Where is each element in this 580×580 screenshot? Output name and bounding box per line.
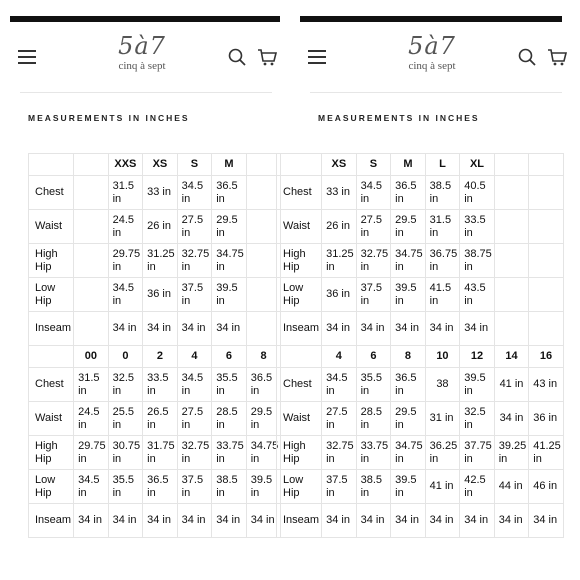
table-cell: 34 in (494, 402, 529, 436)
table-row (277, 176, 564, 210)
table-cell: 34 in (529, 504, 564, 538)
table-cell: 34.5 in (356, 176, 391, 210)
logo-mark: 5à7 (118, 32, 166, 60)
search-icon[interactable] (228, 48, 246, 66)
row-label: Waist (29, 210, 74, 244)
header-divider (310, 92, 562, 93)
table-row (29, 278, 281, 312)
table-cell: 34 in (74, 504, 109, 538)
empty-cell (529, 154, 564, 176)
empty-cell (74, 176, 109, 210)
table-row (29, 312, 281, 346)
table-cell: 34 in (391, 312, 426, 346)
table-cell: 34.5 in (322, 368, 357, 402)
table-cell: 38.5 in (212, 470, 247, 504)
table-cell: 33 in (143, 176, 178, 210)
row-label: Inseam (29, 504, 74, 538)
table-row (29, 210, 281, 244)
table-row (29, 436, 281, 470)
table-row (29, 402, 281, 436)
empty-cell (529, 278, 564, 312)
table-cell: 24.5 in (74, 402, 109, 436)
table-cell: 29.5 in (212, 210, 247, 244)
table-cell: 26 in (322, 210, 357, 244)
row-label: Waist (277, 210, 322, 244)
table-cell: 27.5 in (177, 402, 212, 436)
table-cell: 32.75 in (177, 436, 212, 470)
table-cell: 34 in (108, 504, 143, 538)
table-row (29, 504, 281, 538)
letter-size-header-row (29, 154, 281, 176)
empty-cell (494, 244, 529, 278)
table-cell: 31.25 in (322, 244, 357, 278)
size-header: 10 (425, 346, 460, 368)
table-row (29, 244, 281, 278)
empty-cell (74, 278, 109, 312)
size-header: XS (143, 154, 178, 176)
logo-mark: 5à7 (408, 32, 456, 60)
size-header: 8 (246, 346, 281, 368)
table-cell: 34.75 in (391, 436, 426, 470)
table-cell: 38.5 in (425, 176, 460, 210)
empty-cell (74, 154, 109, 176)
row-label: Inseam (277, 504, 322, 538)
table-cell: 37.5 in (177, 470, 212, 504)
table-cell: 34 in (212, 312, 247, 346)
row-label: High Hip (29, 244, 74, 278)
table-cell: 34.5 in (74, 470, 109, 504)
empty-cell (29, 346, 74, 368)
table-row (29, 176, 281, 210)
table-cell: 37.5 in (322, 470, 357, 504)
brand-logo[interactable] (96, 34, 188, 73)
table-cell: 34 in (356, 504, 391, 538)
table-cell: 37.5 in (177, 278, 212, 312)
table-cell: 34 in (108, 312, 143, 346)
table-cell: 34 in (494, 504, 529, 538)
brand-logo[interactable] (386, 34, 478, 73)
table-cell: 27.5 in (356, 210, 391, 244)
size-header: 4 (177, 346, 212, 368)
number-size-header-row (29, 346, 281, 368)
row-label: Waist (29, 402, 74, 436)
row-label: Low Hip (277, 470, 322, 504)
table-cell: 41 in (425, 470, 460, 504)
table-row (29, 470, 281, 504)
table-cell: 39.5 in (246, 470, 281, 504)
row-label: Inseam (29, 312, 74, 346)
section-title: MEASUREMENTS IN INCHES (318, 113, 480, 123)
empty-cell (74, 312, 109, 346)
table-cell: 37.5 in (356, 278, 391, 312)
table-cell: 44 in (494, 470, 529, 504)
size-header: XXS (108, 154, 143, 176)
row-label: High Hip (29, 436, 74, 470)
table-cell: 40.5 in (460, 176, 495, 210)
table-cell: 26.5 in (143, 402, 178, 436)
table-cell: 34.75 in (246, 436, 281, 470)
table-cell: 34 in (425, 504, 460, 538)
size-header: 6 (212, 346, 247, 368)
table-cell: 29.5 in (246, 402, 281, 436)
table-cell: 36.5 in (212, 176, 247, 210)
row-label: Waist (277, 402, 322, 436)
row-label: Low Hip (277, 278, 322, 312)
empty-cell (494, 176, 529, 210)
table-cell: 41.25 in (529, 436, 564, 470)
table-cell: 36.5 in (391, 368, 426, 402)
table-cell: 29.75 in (108, 244, 143, 278)
letter-size-header-row (277, 154, 564, 176)
empty-cell (494, 312, 529, 346)
table-cell: 33 in (322, 176, 357, 210)
table-cell: 34 in (425, 312, 460, 346)
table-cell: 31.5 in (74, 368, 109, 402)
table-cell: 26 in (143, 210, 178, 244)
size-header: 2 (143, 346, 178, 368)
table-row (29, 368, 281, 402)
size-header: M (391, 154, 426, 176)
table-cell: 34.5 in (177, 176, 212, 210)
table-row (277, 278, 564, 312)
header-divider (20, 92, 272, 93)
table-cell: 36.5 in (391, 176, 426, 210)
table-cell: 35.5 in (108, 470, 143, 504)
table-cell: 38.75 in (460, 244, 495, 278)
table-cell: 34 in (143, 312, 178, 346)
size-chart-table (28, 153, 281, 538)
table-cell: 25.5 in (108, 402, 143, 436)
size-header: L (425, 154, 460, 176)
number-size-header-row (277, 346, 564, 368)
table-cell: 29.75 in (74, 436, 109, 470)
table-cell: 32.5 in (460, 402, 495, 436)
size-chart-table (276, 153, 564, 538)
empty-cell (529, 176, 564, 210)
table-cell: 42.5 in (460, 470, 495, 504)
right-screenshot-panel (283, 0, 570, 580)
row-label: Low Hip (29, 470, 74, 504)
table-cell: 32.75 in (356, 244, 391, 278)
table-cell: 34 in (177, 504, 212, 538)
empty-cell (74, 210, 109, 244)
table-cell: 28.5 in (356, 402, 391, 436)
table-cell: 34 in (322, 504, 357, 538)
table-cell: 29.5 in (391, 210, 426, 244)
table-cell: 39.5 in (212, 278, 247, 312)
table-cell: 27.5 in (177, 210, 212, 244)
logo-wordmark: cinq à sept (408, 60, 456, 72)
table-cell: 33.75 in (212, 436, 247, 470)
row-label: Chest (277, 368, 322, 402)
table-cell: 34.5 in (177, 368, 212, 402)
row-label: Chest (29, 368, 74, 402)
table-cell: 36 in (529, 402, 564, 436)
row-label: Chest (29, 176, 74, 210)
table-cell: 37.75 in (460, 436, 495, 470)
table-cell: 43 in (529, 368, 564, 402)
table-cell: 36 in (322, 278, 357, 312)
table-cell: 30.75 in (108, 436, 143, 470)
table-cell: 33.5 in (460, 210, 495, 244)
table-cell: 39.25 in (494, 436, 529, 470)
table-cell: 31.5 in (108, 176, 143, 210)
table-row (277, 368, 564, 402)
table-cell: 41 in (494, 368, 529, 402)
empty-cell (529, 210, 564, 244)
table-cell: 38 (425, 368, 460, 402)
table-cell: 35.5 in (356, 368, 391, 402)
empty-cell (277, 154, 322, 176)
logo-wordmark: cinq à sept (118, 60, 166, 72)
empty-cell (529, 312, 564, 346)
table-cell: 34.5 in (108, 278, 143, 312)
row-label: Low Hip (29, 278, 74, 312)
table-row (277, 312, 564, 346)
table-cell: 33.75 in (356, 436, 391, 470)
size-header: XS (322, 154, 357, 176)
top-bar (300, 16, 562, 22)
table-cell: 36.5 in (143, 470, 178, 504)
table-cell: 24.5 in (108, 210, 143, 244)
empty-cell (494, 154, 529, 176)
table-cell: 36.5 in (246, 368, 281, 402)
table-cell: 34 in (246, 504, 281, 538)
empty-cell (74, 244, 109, 278)
table-row (277, 470, 564, 504)
section-title: MEASUREMENTS IN INCHES (28, 113, 190, 123)
row-label: High Hip (277, 436, 322, 470)
table-cell: 38.5 in (356, 470, 391, 504)
empty-cell (494, 278, 529, 312)
empty-cell (494, 210, 529, 244)
table-cell: 46 in (529, 470, 564, 504)
top-bar (10, 16, 280, 22)
cart-icon[interactable] (257, 48, 277, 66)
table-cell: 34 in (460, 312, 495, 346)
size-header: S (356, 154, 391, 176)
table-cell: 31.25 in (143, 244, 178, 278)
table-cell: 32.75 in (322, 436, 357, 470)
size-header: 12 (460, 346, 495, 368)
table-cell: 29.5 in (391, 402, 426, 436)
left-screenshot-panel (10, 0, 280, 580)
table-cell: 31.5 in (425, 210, 460, 244)
size-header: M (212, 154, 247, 176)
table-cell: 28.5 in (212, 402, 247, 436)
row-label: Chest (277, 176, 322, 210)
hamburger-menu-icon[interactable] (308, 50, 326, 64)
table-cell: 31.75 in (143, 436, 178, 470)
cart-icon[interactable] (547, 48, 567, 66)
table-row (277, 504, 564, 538)
table-cell: 36.75 in (425, 244, 460, 278)
table-row (277, 244, 564, 278)
table-cell: 34 in (177, 312, 212, 346)
hamburger-menu-icon[interactable] (18, 50, 36, 64)
table-row (277, 436, 564, 470)
table-cell: 34 in (391, 504, 426, 538)
row-label: Inseam (277, 312, 322, 346)
empty-cell (29, 154, 74, 176)
table-cell: 36.25 in (425, 436, 460, 470)
size-header: XL (460, 154, 495, 176)
table-cell: 35.5 in (212, 368, 247, 402)
size-header: 16 (529, 346, 564, 368)
size-header: 14 (494, 346, 529, 368)
table-cell: 34 in (460, 504, 495, 538)
table-row (277, 210, 564, 244)
table-cell: 34 in (322, 312, 357, 346)
table-cell: 34 in (212, 504, 247, 538)
table-cell: 34 in (143, 504, 178, 538)
table-cell: 32.75 in (177, 244, 212, 278)
table-cell: 33.5 in (143, 368, 178, 402)
table-cell: 43.5 in (460, 278, 495, 312)
empty-cell (529, 244, 564, 278)
size-header: 0 (108, 346, 143, 368)
table-cell: 34 in (356, 312, 391, 346)
size-header: 6 (356, 346, 391, 368)
table-cell: 34.75 in (212, 244, 247, 278)
table-cell: 36 in (143, 278, 178, 312)
size-header: 00 (74, 346, 109, 368)
table-cell: 39.5 in (460, 368, 495, 402)
row-label: High Hip (277, 244, 322, 278)
size-header: 8 (391, 346, 426, 368)
table-cell: 31 in (425, 402, 460, 436)
table-cell: 34.75 in (391, 244, 426, 278)
search-icon[interactable] (518, 48, 536, 66)
table-cell: 27.5 in (322, 402, 357, 436)
empty-cell (277, 346, 322, 368)
table-cell: 41.5 in (425, 278, 460, 312)
table-row (277, 402, 564, 436)
table-cell: 32.5 in (108, 368, 143, 402)
size-header: S (177, 154, 212, 176)
table-cell: 39.5 in (391, 470, 426, 504)
table-cell: 39.5 in (391, 278, 426, 312)
size-header: 4 (322, 346, 357, 368)
